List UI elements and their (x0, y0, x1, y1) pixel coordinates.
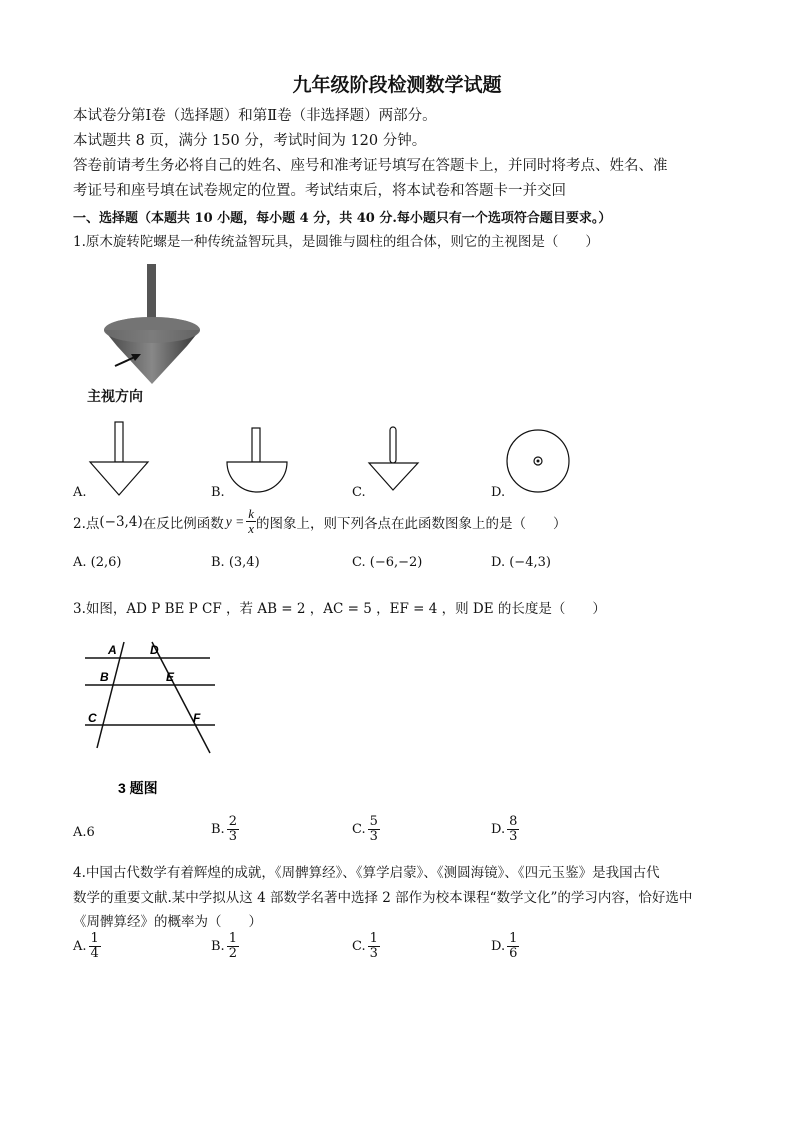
q4-option-a-num: 1 (90, 931, 99, 946)
q3-option-c (352, 815, 380, 844)
question-4-line-3: 《周髀算经》的概率为（ ） (73, 914, 262, 930)
q2-prefix: 2.点 (73, 515, 100, 532)
q4-option-b-den: 2 (228, 946, 237, 961)
label-a: A (108, 643, 117, 657)
q1-option-c: C. (352, 485, 366, 500)
q1-option-a: A. (73, 485, 87, 500)
q3-option-c-label: C. (352, 822, 366, 837)
q3-option-d-label: D. (491, 822, 506, 837)
label-d: D (150, 643, 159, 657)
intro-line-4: 考证号和座号填在试卷规定的位置。考试结束后，将本试卷和答题卡一并交回 (73, 183, 566, 199)
q3-option-b-num: 2 (228, 814, 237, 829)
q4-option-d-label: D. (491, 939, 506, 954)
parallel-lines-figure (80, 640, 220, 800)
q4-option-c-label: C. (352, 939, 366, 954)
question-4-line-1: 4.中国古代数学有着辉煌的成就，《周髀算经》、《算学启蒙》、《测圆海镜》、《四元玉鉴》是我国古代 (73, 865, 660, 881)
q4-option-b-label: B. (211, 939, 225, 954)
option-b-figure (225, 426, 289, 498)
q4-option-d-num: 1 (509, 931, 518, 946)
q4-option-c (352, 932, 380, 961)
option-d-figure (505, 428, 571, 494)
option-a-figure (88, 420, 150, 500)
figure-caption: 3 题图 (118, 780, 158, 796)
option-c-figure (366, 425, 422, 495)
q2-text-mid: 在反比例函数 (142, 515, 224, 532)
q4-option-c-den: 3 (369, 946, 378, 961)
q2-fraction (246, 507, 256, 536)
q1-option-d: D. (491, 485, 506, 500)
spinning-top-photo (75, 258, 225, 408)
q2-option-b: B. (3,4) (211, 555, 260, 570)
q2-option-c: C. (−6,−2) (352, 555, 423, 570)
q3-option-d-num: 8 (509, 814, 518, 829)
q1-option-b: B. (211, 485, 225, 500)
label-b: B (100, 670, 109, 684)
question-2-stem (73, 507, 566, 536)
question-3-stem: 3.如图，AD P BE P CF ，若 AB = 2 ，AC = 5 ，EF = 4 ，则 DE 的长度是（ ） (73, 601, 606, 617)
q2-frac-den: x (248, 521, 254, 536)
q3-option-b-label: B. (211, 822, 225, 837)
q3-option-c-num: 5 (369, 814, 378, 829)
photo-caption: 主视方向 (87, 388, 143, 404)
page-title: 九年级阶段检测数学试题 (292, 74, 502, 96)
question-4-line-2: 数学的重要文献.某中学拟从这 4 部数学名著中选择 2 部作为校本课程“数学文化”的学习内容，恰好选中 (73, 890, 693, 906)
intro-line-2: 本试题共 8 页，满分 150 分，考试时间为 120 分钟。 (73, 133, 427, 149)
q2-frac-num: k (248, 506, 254, 521)
q2-func-lhs: y = (225, 513, 245, 529)
q4-option-a (73, 932, 101, 961)
label-f: F (193, 711, 201, 725)
q4-option-a-den: 4 (90, 946, 99, 961)
q4-option-b (211, 932, 239, 961)
label-c: C (88, 711, 97, 725)
question-1-stem: 1.原木旋转陀螺是一种传统益智玩具，是圆锥与圆柱的组合体，则它的主视图是（ ） (73, 234, 599, 250)
q4-option-d-den: 6 (509, 946, 518, 961)
q2-option-d: D. (−4,3) (491, 555, 551, 570)
q3-option-a: A.6 (73, 825, 95, 840)
q3-option-b-den: 3 (228, 829, 237, 844)
q2-text-end: 的图象上，则下列各点在此函数图象上的是（ ） (255, 515, 567, 532)
section-heading: 一、选择题（本题共 10 小题，每小题 4 分，共 40 分.每小题只有一个选项符合题目要求。） (73, 211, 612, 226)
q3-option-b (211, 815, 239, 844)
intro-line-3: 答卷前请考生务必将自己的姓名、座号和准考证号填写在答题卡上，并同时将考点、姓名、准 (73, 158, 668, 174)
q4-option-c-num: 1 (369, 931, 378, 946)
intro-line-1: 本试卷分第Ⅰ卷（选择题）和第Ⅱ卷（非选择题）两部分。 (73, 108, 437, 124)
q2-option-a: A. (2,6) (73, 555, 122, 570)
q2-point: (−3,4) (99, 513, 143, 530)
q3-option-d-den: 3 (509, 829, 518, 844)
q4-option-d (491, 932, 519, 961)
q4-option-b-num: 1 (228, 931, 237, 946)
q4-option-a-label: A. (73, 939, 87, 954)
q3-option-d (491, 815, 519, 844)
q3-option-c-den: 3 (369, 829, 378, 844)
label-e: E (166, 670, 175, 684)
